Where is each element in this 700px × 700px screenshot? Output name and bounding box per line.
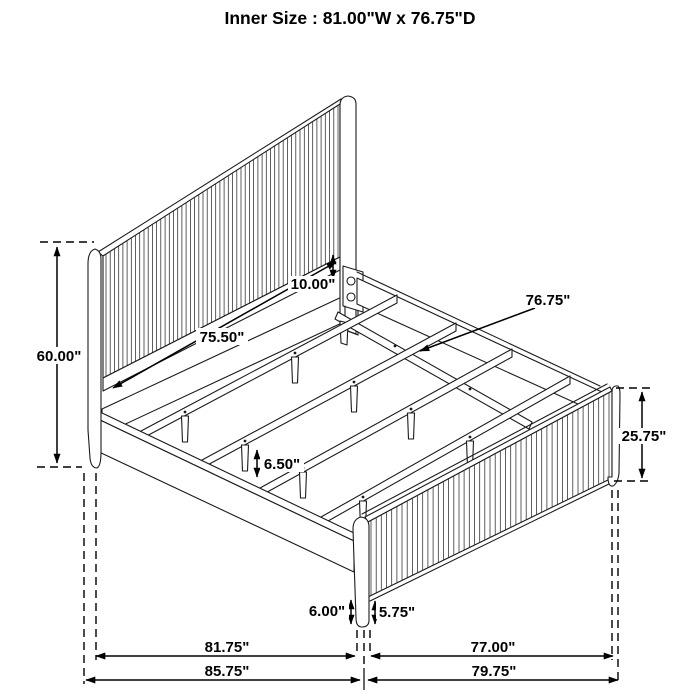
slat-leg [351,386,358,412]
headboard-left-post [88,249,101,468]
slat-depth-value: 76.75" [525,292,571,309]
slat-leg [300,472,307,498]
dim-label-headboard-inner-width [196,328,248,346]
dim-label-headboard-height [33,347,85,365]
overall-width-value: 85.75" [204,663,250,680]
inner-depth-value: 77.00" [470,639,516,656]
dim-label-overall-depth [468,663,520,680]
clearance-value: 5.75" [378,604,416,621]
dim-label-inner-width [201,639,253,656]
footboard-height-value: 25.75" [621,428,667,445]
page-title: Inner Size : 81.00"W x 76.75"D [224,8,476,28]
dim-label-slat-depth [522,292,574,309]
dim-label-leg-height [305,602,349,620]
headboard-height-value: 60.00" [36,348,82,365]
dim-label-footboard-height [618,428,670,445]
footboard-near-post [353,517,369,627]
slat-leg [182,416,189,442]
slat-leg [408,413,415,439]
headboard-inner-width-value: 75.50" [199,329,245,346]
dim-label-overall-width [201,663,253,680]
inner-width-value: 81.75" [204,639,250,656]
slat-leg [292,357,299,383]
slat-leg-height-value: 6.50" [263,456,301,473]
leg-height-value: 6.00" [308,603,346,620]
slat-leg [242,445,249,471]
dim-label-slat-leg-height [260,456,304,473]
rail-height-value: 10.00" [290,276,336,293]
overall-depth-value: 79.75" [471,663,517,680]
side-rail-near [97,412,354,572]
dim-label-rail-height [288,276,338,293]
bed-assembly [88,96,620,627]
dim-label-inner-depth [467,639,519,656]
dim-label-clearance [376,603,418,621]
